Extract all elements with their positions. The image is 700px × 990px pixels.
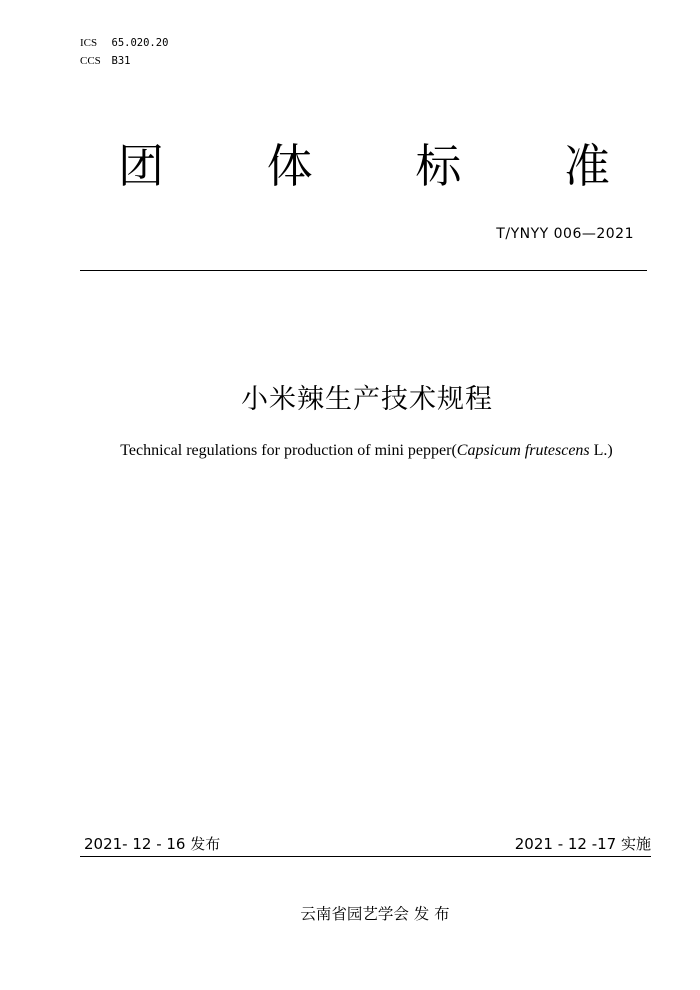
- title-english-species: Capsicum frutescens: [456, 442, 590, 459]
- top-divider: [80, 270, 647, 271]
- ccs-code: [80, 52, 168, 70]
- implementation-date: 2021 - 12 -17 实施: [514, 835, 651, 853]
- bottom-divider: [80, 856, 651, 857]
- doc-type-char-1: 团: [118, 139, 164, 193]
- ccs-label: CCS: [80, 55, 101, 67]
- standard-number: T/YNYY 006—2021: [496, 226, 634, 242]
- issue-date: 2021- 12 - 16 发布: [84, 835, 221, 853]
- ics-value: 65.020.20: [111, 37, 169, 49]
- ics-label: ICS: [80, 37, 98, 49]
- ics-code: [80, 34, 168, 52]
- issuing-organization: 云南省园艺学会 发 布: [300, 905, 450, 923]
- doc-type-char-4: 准: [563, 139, 610, 193]
- title-english-suffix: L.): [589, 442, 613, 459]
- document-type-heading: [118, 136, 610, 196]
- title-english: [0, 440, 700, 462]
- doc-type-char-3: 标: [415, 139, 462, 193]
- doc-type-char-2: 体: [266, 139, 313, 193]
- title-english-prefix: Technical regulations for production of mini pepper(: [120, 442, 457, 459]
- title-chinese: 小米辣生产技术规程: [241, 384, 493, 415]
- ccs-value: B31: [111, 55, 131, 67]
- classification-codes: [80, 34, 168, 70]
